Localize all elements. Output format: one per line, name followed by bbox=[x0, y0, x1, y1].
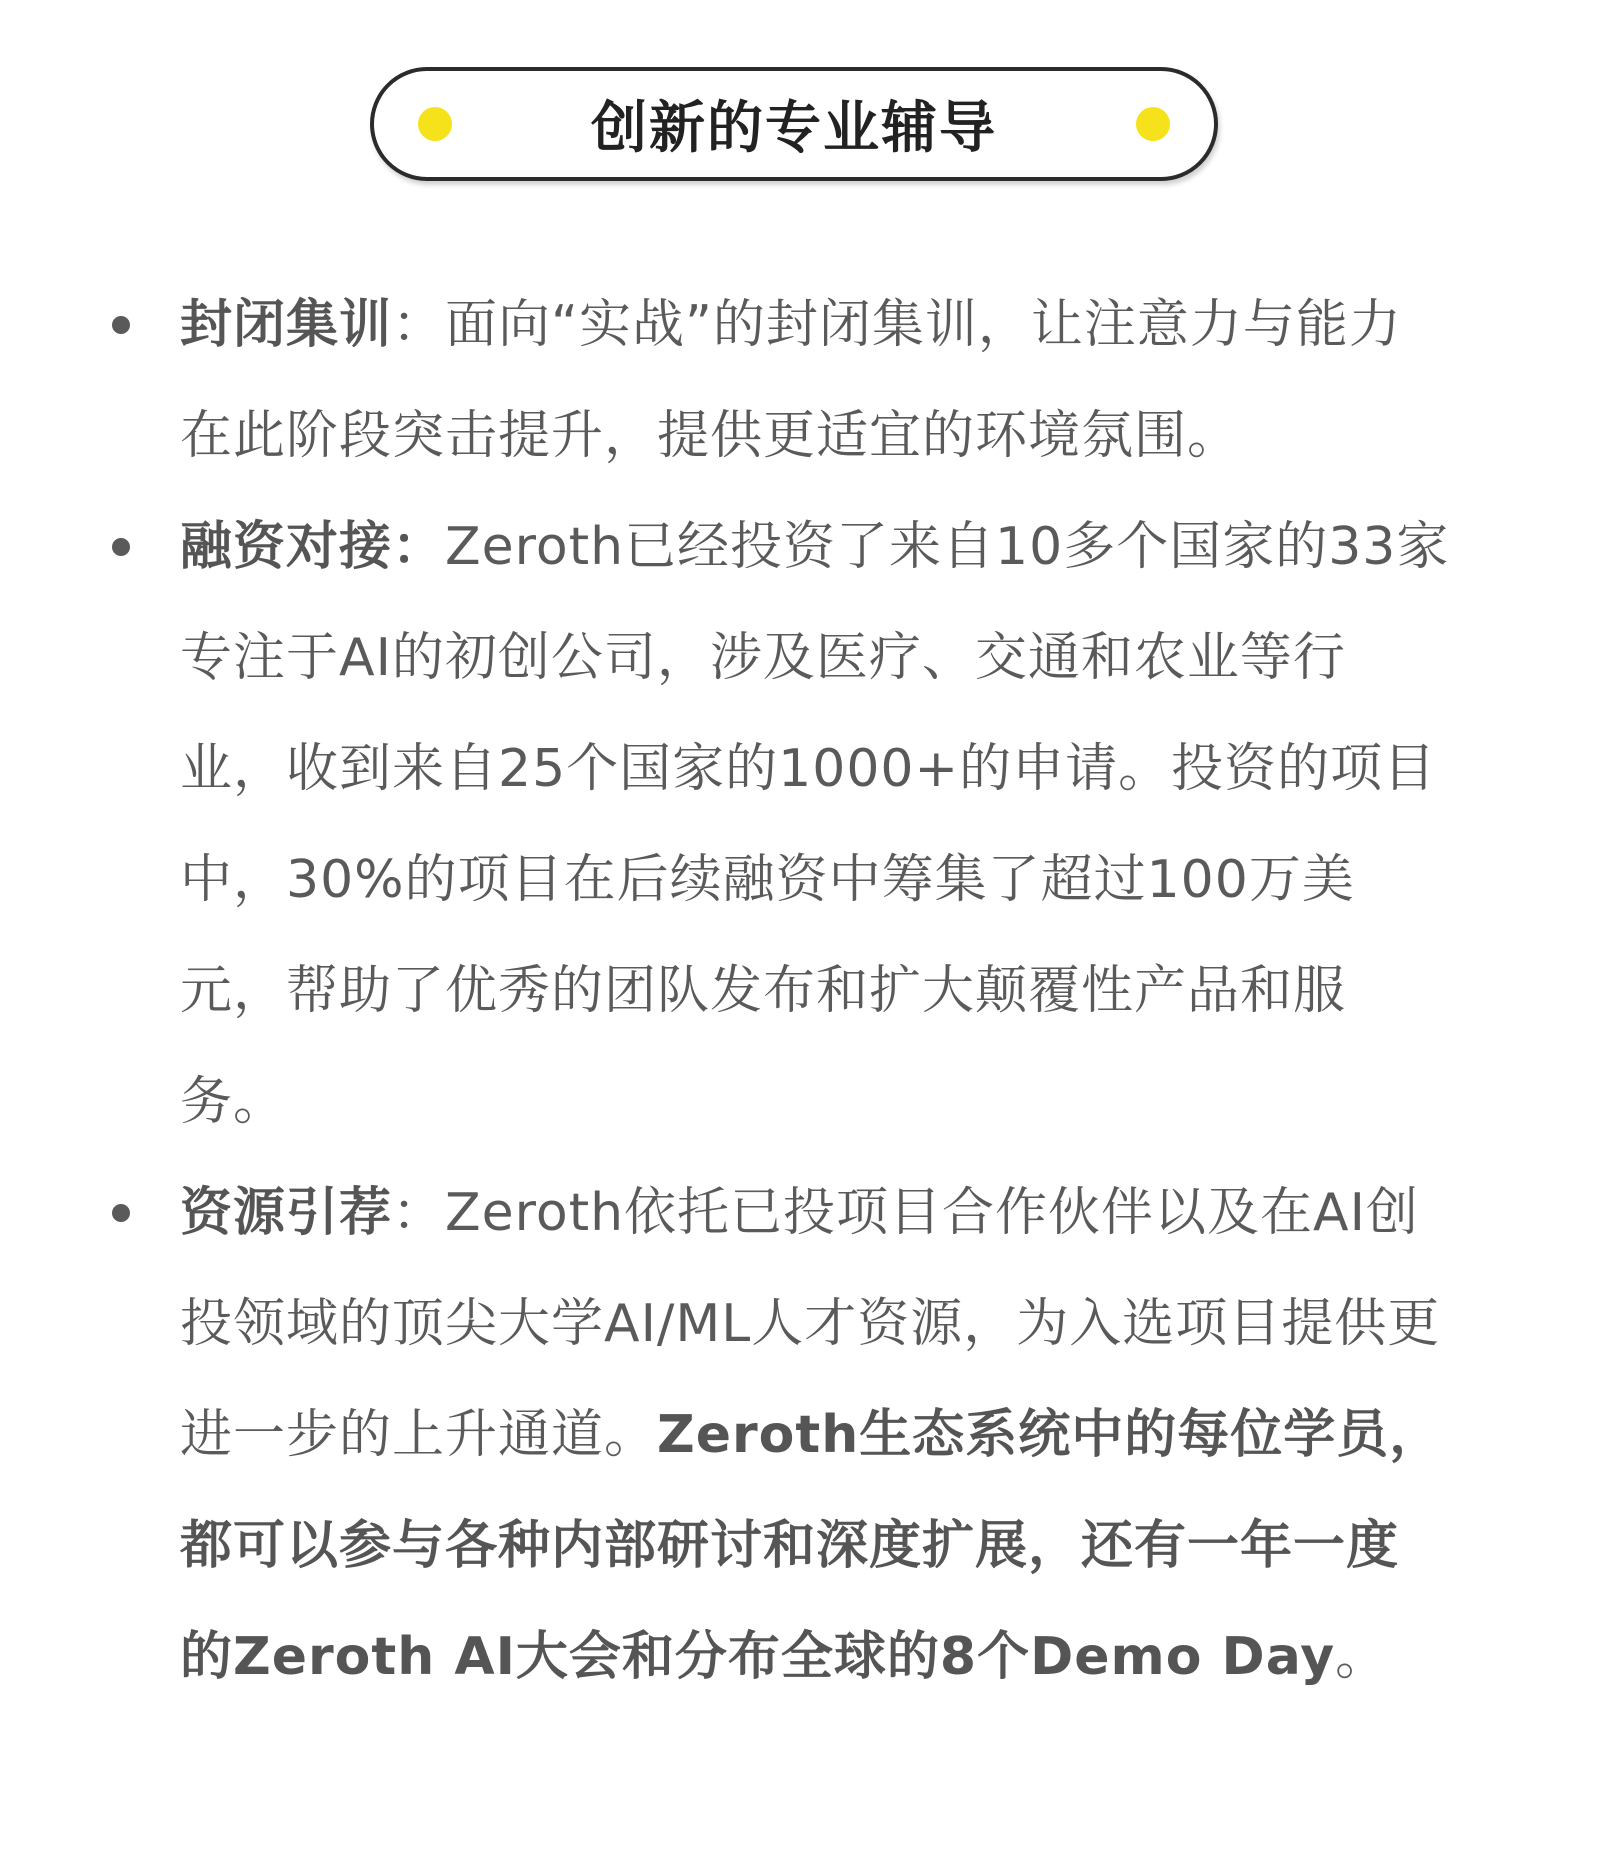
list-item-label: 融资对接 bbox=[180, 517, 393, 577]
bullet-icon bbox=[112, 538, 130, 556]
list-item-label: 封闭集训 bbox=[180, 295, 393, 355]
list-item-text: 面向“实战”的封闭集训，让注意力与能力在此阶段突击提升，提供更适宜的环境氛围。 bbox=[180, 295, 1402, 466]
list-item-resources bbox=[0, 1158, 1600, 1713]
label-separator: ： bbox=[392, 295, 446, 355]
label-separator: ： bbox=[392, 517, 446, 577]
list-item-paragraph bbox=[180, 1158, 1450, 1713]
list-item-label: 资源引荐 bbox=[180, 1183, 393, 1243]
yellow-dot-icon bbox=[1136, 107, 1170, 141]
list-item-paragraph bbox=[180, 270, 1450, 492]
label-separator: ： bbox=[392, 1183, 446, 1243]
feature-list bbox=[0, 270, 1600, 1713]
list-item-bold-text: Zeroth生态系统中的每位学员，都可以参与各种内部研讨和深度扩展，还有一年一度的Zeroth AI大会和分布全球的8个Demo Day bbox=[180, 1405, 1443, 1687]
list-item-closed-training bbox=[0, 270, 1600, 492]
section-title: 创新的专业辅导 bbox=[591, 96, 997, 161]
section-title-pill bbox=[370, 67, 1218, 181]
bullet-icon bbox=[112, 316, 130, 334]
list-item-paragraph bbox=[180, 492, 1450, 1158]
list-item-text: Zeroth已经投资了来自10多个国家的33家专注于AI的初创公司，涉及医疗、交通和农业等行业，收到来自25个国家的1000+的申请。投资的项目中，30%的项目在后续融资中筹集了超过100万美元，帮助了优秀的团队发布和扩大颠覆性产品和服务。 bbox=[180, 517, 1450, 1132]
list-item-end: 。 bbox=[1335, 1627, 1389, 1687]
bullet-icon bbox=[112, 1204, 130, 1222]
list-item-financing bbox=[0, 492, 1600, 1158]
list-item-text: Zeroth依托已投项目合作伙伴以及在AI创投领域的顶尖大学AI/ML人才资源，为入选项目提供更进一步的上升通道。 bbox=[180, 1183, 1441, 1465]
